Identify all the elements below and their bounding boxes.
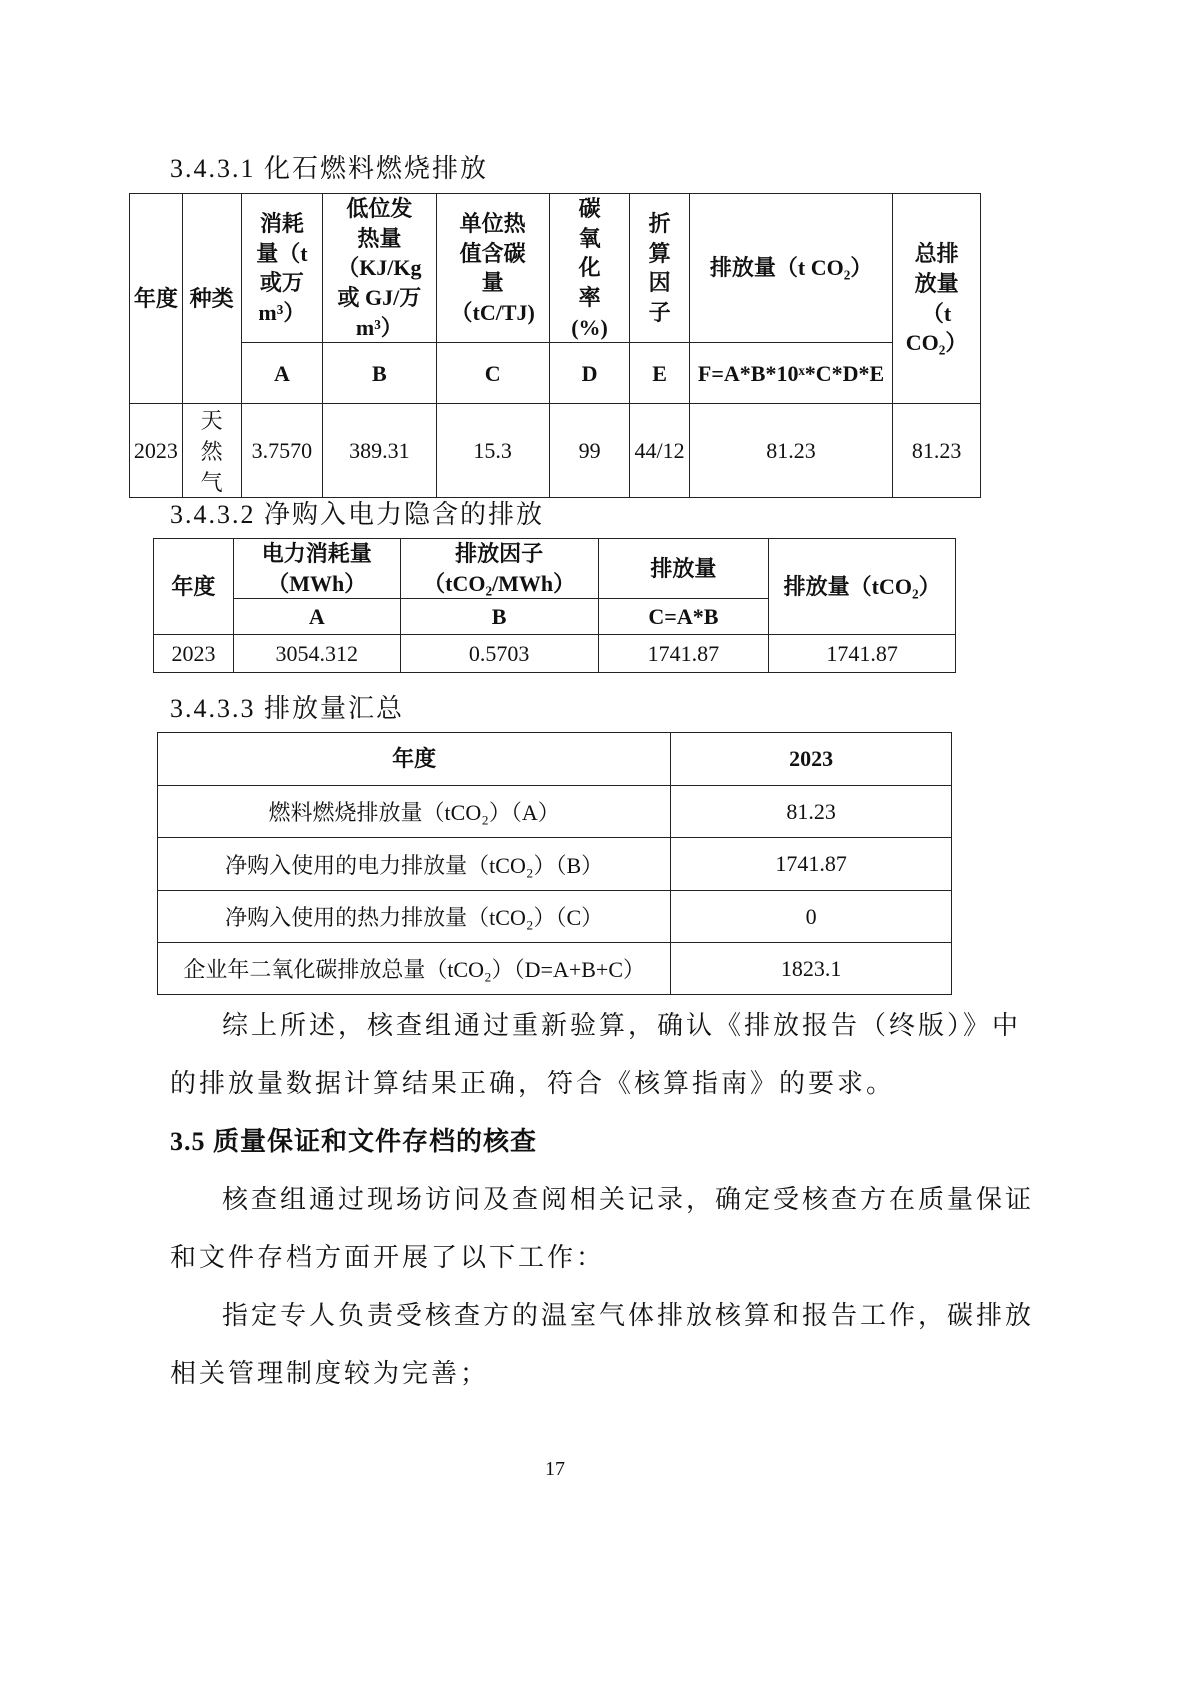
summary-row-label: 净购入使用的电力排放量（tCO₂）（B） xyxy=(158,838,671,891)
code-e: E xyxy=(630,343,690,404)
header-oxidation: 碳氧化率(%) xyxy=(549,194,629,343)
header-emission: 排放量（t CO₂） xyxy=(689,194,892,343)
code-c: C xyxy=(436,343,549,404)
power-code-c: C=A*B xyxy=(598,599,769,635)
header-type: 种类 xyxy=(182,194,241,404)
power-header-consumption: 电力消耗量（MWh） xyxy=(233,539,400,599)
summary-row-label: 净购入使用的热力排放量（tCO₂）（C） xyxy=(158,891,671,943)
code-a: A xyxy=(241,343,323,404)
power-header-factor: 排放因子（tCO₂/MWh） xyxy=(400,539,598,599)
cell-emission: 81.23 xyxy=(689,404,892,498)
power-cell-year: 2023 xyxy=(154,635,234,673)
summary-row-value: 0 xyxy=(671,891,952,943)
header-conversion: 折算因子 xyxy=(630,194,690,343)
header-carbon-content: 单位热值含碳量（tC/TJ) xyxy=(436,194,549,343)
power-header-emission-unit: 排放量（tCO₂） xyxy=(769,539,956,635)
cell-year: 2023 xyxy=(130,404,183,498)
code-d: D xyxy=(549,343,629,404)
summary-row-label: 企业年二氧化碳排放总量（tCO₂）（D=A+B+C） xyxy=(158,943,671,995)
power-cell-factor: 0.5703 xyxy=(400,635,598,673)
power-cell-total: 1741.87 xyxy=(769,635,956,673)
section-heading-3-5: 3.5 质量保证和文件存档的核查 xyxy=(170,1127,538,1156)
paragraph-1-line-1: 核查组通过现场访问及查阅相关记录，确定受核查方在质量保证 xyxy=(222,1185,1035,1214)
section-heading-power: 3.4.3.2 净购入电力隐含的排放 xyxy=(170,500,545,529)
conclusion-line-1: 综上所述，核查组通过重新验算，确认《排放报告（终版）》中 xyxy=(222,1011,1022,1040)
power-code-b: B xyxy=(400,599,598,635)
power-header-emission: 排放量 xyxy=(598,539,769,599)
power-cell-emission: 1741.87 xyxy=(598,635,769,673)
summary-row-value: 81.23 xyxy=(671,786,952,838)
summary-row-value: 1741.87 xyxy=(671,838,952,891)
section-heading-fossil: 3.4.3.1 化石燃料燃烧排放 xyxy=(170,154,489,183)
cell-carbon-content: 15.3 xyxy=(436,404,549,498)
summary-header-year: 2023 xyxy=(671,733,952,786)
summary-header-label: 年度 xyxy=(158,733,671,786)
header-ncv: 低位发热量（KJ/Kg 或 GJ/万 m³） xyxy=(323,194,436,343)
fossil-fuel-table xyxy=(129,193,981,498)
code-f: F=A*B*10ˣ*C*D*E xyxy=(689,343,892,404)
paragraph-1-line-2: 和文件存档方面开展了以下工作： xyxy=(170,1243,606,1272)
cell-total: 81.23 xyxy=(893,404,981,498)
paragraph-2-line-2: 相关管理制度较为完善； xyxy=(170,1359,490,1388)
power-code-a: A xyxy=(233,599,400,635)
cell-conversion: 44/12 xyxy=(630,404,690,498)
cell-oxidation: 99 xyxy=(549,404,629,498)
power-cell-consumption: 3054.312 xyxy=(233,635,400,673)
summary-row-value: 1823.1 xyxy=(671,943,952,995)
code-b: B xyxy=(323,343,436,404)
cell-type: 天然气 xyxy=(182,404,241,498)
header-consumption: 消耗量（t 或万 m³） xyxy=(241,194,323,343)
header-year: 年度 xyxy=(130,194,183,404)
cell-ncv: 389.31 xyxy=(323,404,436,498)
cell-consumption: 3.7570 xyxy=(241,404,323,498)
conclusion-line-2: 的排放量数据计算结果正确，符合《核算指南》的要求。 xyxy=(170,1069,896,1098)
header-total: 总排放量（t CO₂） xyxy=(893,194,981,404)
power-header-year: 年度 xyxy=(154,539,234,635)
paragraph-2-line-1: 指定专人负责受核查方的温室气体排放核算和报告工作，碳排放 xyxy=(222,1301,1035,1330)
summary-row-label: 燃料燃烧排放量（tCO₂）（A） xyxy=(158,786,671,838)
summary-table xyxy=(157,732,952,995)
section-heading-summary: 3.4.3.3 排放量汇总 xyxy=(170,694,405,723)
power-table xyxy=(153,538,956,673)
page-number: 17 xyxy=(545,1458,565,1480)
